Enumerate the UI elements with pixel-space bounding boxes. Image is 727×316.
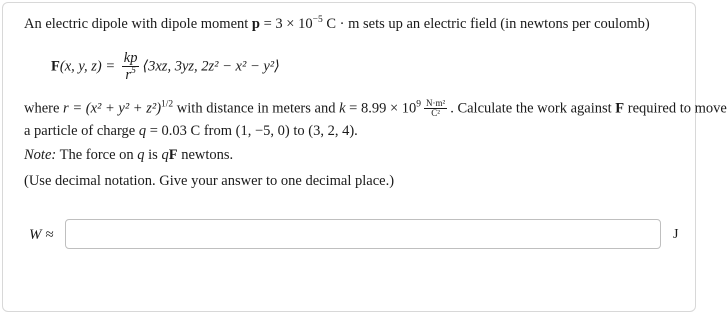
answer-unit: J bbox=[673, 227, 679, 242]
field-fraction: $\frac{kp}{r^5}$ bbox=[123, 50, 138, 84]
problem-intro: An electric dipole with dipole moment $p = 3 \times 10^{-5}$ C · m sets up an electric field (in newtons per coulomb) bbox=[24, 15, 650, 32]
instruction-text: (Use decimal notation. Give your answer to one decimal place.) bbox=[24, 173, 395, 189]
field-equation: F(x, y, z) = $\frac{kp}{r^5}$ ⟨3xz, 3yz, 2z² − x² − y²⟩ bbox=[51, 50, 280, 84]
charge-line: a particle of charge q = 0.03 C from (1, −5, 0) to (3, 2, 4). bbox=[24, 123, 358, 139]
note-line: Note: The force on q is qF newtons. bbox=[24, 147, 234, 163]
answer-label: W ≈ bbox=[29, 227, 54, 243]
answer-input[interactable] bbox=[65, 219, 661, 249]
where-line: where $r = (x^2 + y^2 + z^2)^{1/2}$ with distance in meters and $k = 8.99 \times 10^9$ $\frac{\text{N·m²}}{\text{C²}}$ . Calculate the work against F required to move bbox=[24, 98, 727, 119]
unit-fraction: $\frac{\text{N·m²}}{\text{C²}}$ bbox=[426, 98, 446, 119]
question-card bbox=[2, 2, 727, 312]
